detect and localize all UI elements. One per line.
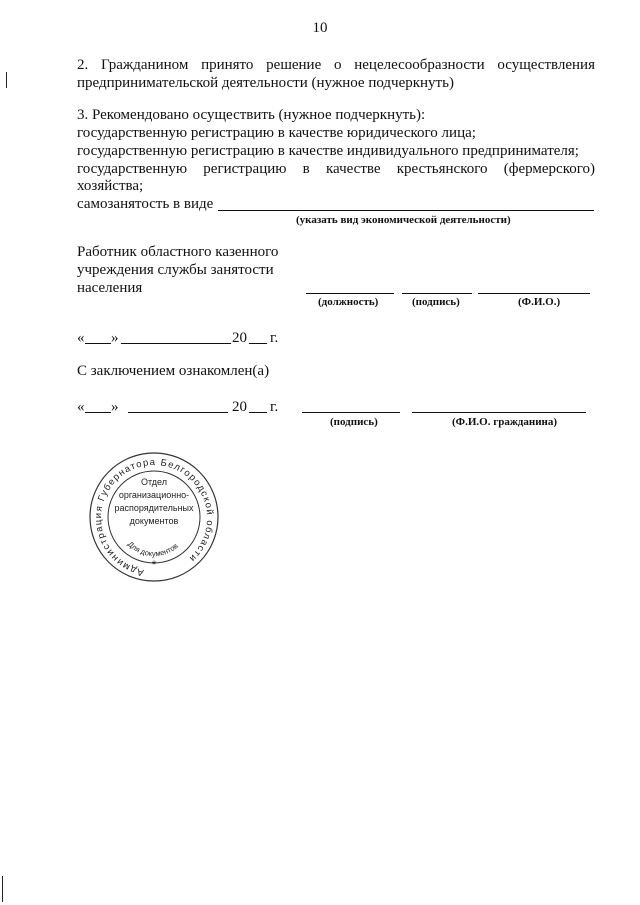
acknowledgement-text: С заключением ознакомлен(а) (77, 363, 270, 379)
date2-close-quote: » (111, 399, 119, 415)
section3-option-farm-line2: хозяйства; (77, 178, 144, 194)
date2-month-line (128, 412, 228, 413)
worker-position-caption: (должность) (318, 296, 379, 308)
citizen-name-caption: (Ф.И.О. гражданина) (452, 416, 558, 428)
date1-open-quote: « (77, 330, 85, 346)
section2-line1: 2. Гражданином принято решение о нецелесообразности осуществления (77, 57, 595, 73)
stamp-center-line4: документов (129, 516, 179, 526)
date2-day-line (85, 412, 111, 413)
worker-line1: Работник областного казенного (77, 244, 279, 260)
section3-option-entrepreneur: государственную регистрацию в качестве индивидуального предпринимателя; (77, 143, 579, 159)
self-employment-line (218, 210, 594, 211)
stamp-center-line1: Отдел (140, 477, 168, 487)
citizen-name-line (412, 412, 586, 413)
worker-name-caption: (Ф.И.О.) (518, 296, 561, 308)
section3-option-legal-entity: государственную регистрацию в качестве юридического лица; (77, 125, 476, 141)
stamp-bottom-text: Для документов (126, 539, 180, 559)
date1-month-line (121, 343, 231, 344)
worker-position-line (306, 293, 394, 294)
date1-year-suffix: г. (270, 330, 279, 346)
worker-signature-caption: (подпись) (412, 296, 460, 308)
date2-year-suffix: г. (270, 399, 279, 415)
stamp-center-line3: распорядительных (114, 503, 194, 513)
margin-mark-bottom (2, 876, 3, 902)
official-stamp (84, 450, 224, 584)
date2-year-prefix: 20 (232, 399, 247, 415)
date2-open-quote: « (77, 399, 85, 415)
stamp-star: * (151, 559, 157, 571)
section3-option-farm-line1: государственную регистрацию в качестве крестьянского (фермерского) (77, 161, 595, 177)
self-employment-hint: (указать вид экономической деятельности) (296, 214, 511, 226)
margin-mark-top (6, 72, 7, 88)
worker-line2: учреждения службы занятости (77, 262, 274, 278)
citizen-signature-line (302, 412, 400, 413)
worker-signature-line (402, 293, 472, 294)
page-number: 10 (312, 20, 328, 36)
worker-line3: населения (77, 280, 143, 296)
date1-year-line (249, 343, 267, 344)
date2-year-line (249, 412, 267, 413)
date1-year-prefix: 20 (232, 330, 247, 346)
stamp-ring-text: Администрация Губернатора Белгородской области (92, 456, 216, 578)
citizen-signature-caption: (подпись) (330, 416, 378, 428)
self-employment-label: самозанятость в виде (77, 196, 214, 212)
date1-close-quote: » (111, 330, 119, 346)
date1-day-line (85, 343, 111, 344)
stamp-center-line2: организационно- (118, 490, 190, 500)
section2-line2: предпринимательской деятельности (нужное подчеркнуть) (77, 75, 454, 91)
section3-heading: 3. Рекомендовано осуществить (нужное подчеркнуть): (77, 107, 426, 123)
worker-name-line (478, 293, 590, 294)
